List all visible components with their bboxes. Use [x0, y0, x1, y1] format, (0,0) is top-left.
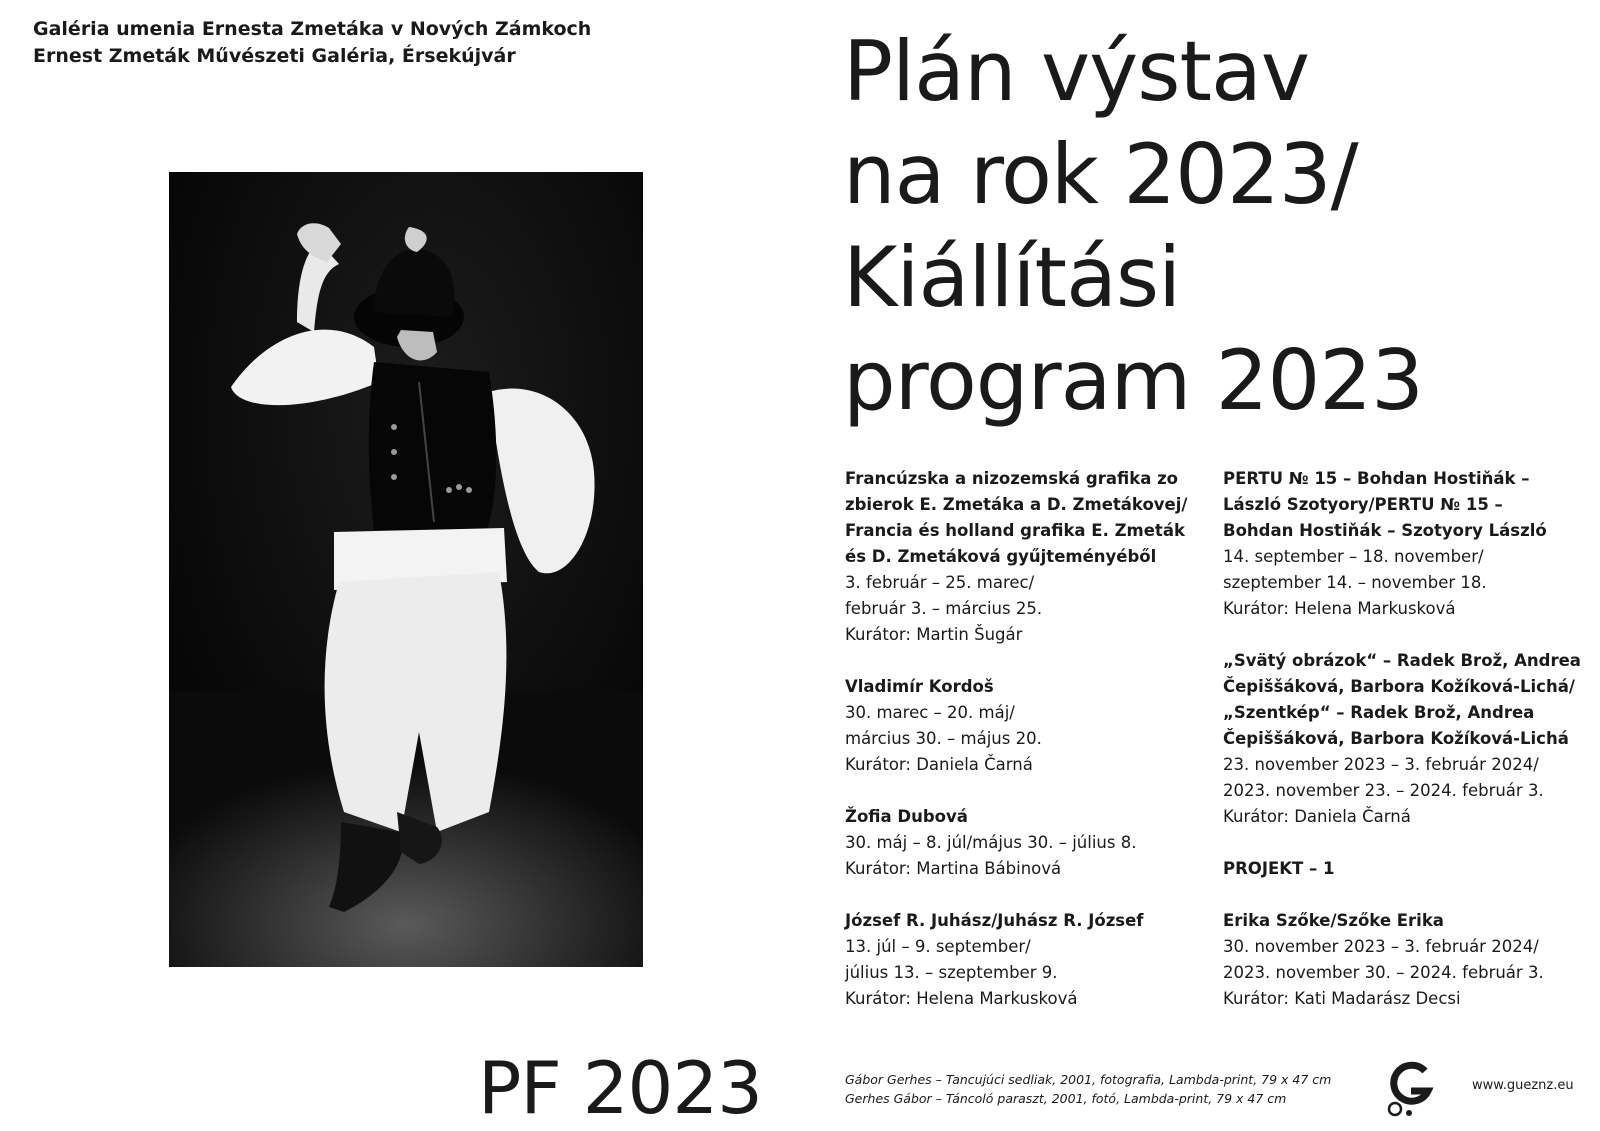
photo-credit-hu: Gerhes Gábor – Táncoló paraszt, 2001, fotó, Lambda-print, 79 x 47 cm — [845, 1091, 1287, 1106]
exhibition-title: László Szotyory/PERTU № 15 – — [1223, 495, 1503, 514]
exhibition-entry — [1223, 648, 1598, 830]
photo-credit-sk: Gábor Gerhes – Tancujúci sedliak, 2001, fotografia, Lambda-print, 79 x 47 cm — [845, 1072, 1332, 1087]
exhibition-entry — [1223, 466, 1598, 622]
exhibition-dates: március 30. – május 20. — [845, 729, 1042, 748]
exhibition-dates: 2023. november 30. – 2024. február 3. — [1223, 963, 1544, 982]
exhibition-title: PERTU № 15 – Bohdan Hostiňák – — [1223, 469, 1530, 488]
page-title — [843, 20, 1423, 432]
exhibition-entry — [845, 908, 1210, 1012]
exhibition-dates: február 3. – március 25. — [845, 599, 1043, 618]
exhibition-title: „Svätý obrázok“ – Radek Brož, Andrea — [1223, 651, 1581, 670]
exhibition-curator: Kurátor: Helena Markusková — [845, 989, 1078, 1008]
exhibition-title: zbierok E. Zmetáka a D. Zmetákovej/ — [845, 495, 1188, 514]
exhibition-entry — [1223, 856, 1598, 882]
pf-greeting: PF 2023 — [478, 1046, 762, 1130]
exhibition-title: József R. Juhász/Juhász R. József — [845, 911, 1144, 930]
exhibition-curator: Kurátor: Daniela Čarná — [1223, 807, 1411, 826]
exhibitions-left-column — [845, 466, 1210, 1038]
exhibition-title: Francia és holland grafika E. Zmeták — [845, 521, 1185, 540]
exhibition-title: Žofia Dubová — [845, 807, 968, 826]
title-line-3: Kiállítási — [843, 229, 1181, 326]
exhibition-curator: Kurátor: Helena Markusková — [1223, 599, 1456, 618]
exhibition-entry — [845, 804, 1210, 882]
exhibition-dates: 30. máj – 8. júl/május 30. – július 8. — [845, 833, 1137, 852]
exhibition-dates: 3. február – 25. marec/ — [845, 573, 1035, 592]
gallery-name-sk: Galéria umenia Ernesta Zmetáka v Nových Zámkoch — [33, 18, 592, 40]
website-link[interactable]: www.gueznz.eu — [1472, 1078, 1574, 1093]
title-line-2: na rok 2023/ — [843, 126, 1358, 223]
gallery-name-hu: Ernest Zmeták Művészeti Galéria, Érsekújvár — [33, 45, 516, 67]
dancer-illustration — [169, 172, 643, 967]
exhibition-dates: 14. september – 18. november/ — [1223, 547, 1484, 566]
gallery-logo-icon — [1385, 1057, 1435, 1121]
exhibition-dates: 30. marec – 20. máj/ — [845, 703, 1015, 722]
exhibition-dates: 23. november 2023 – 3. február 2024/ — [1223, 755, 1539, 774]
title-line-1: Plán výstav — [843, 23, 1309, 120]
exhibition-curator: Kurátor: Martina Bábinová — [845, 859, 1062, 878]
exhibition-title: és D. Zmetáková gyűjteményéből — [845, 547, 1157, 566]
exhibition-dates: 2023. november 23. – 2024. február 3. — [1223, 781, 1544, 800]
exhibition-title: Bohdan Hostiňák – Szotyory László — [1223, 521, 1547, 540]
photo-credit — [845, 1070, 1331, 1108]
exhibition-dates: július 13. – szeptember 9. — [845, 963, 1058, 982]
dancer-photo — [169, 172, 643, 967]
exhibition-dates: 30. november 2023 – 3. február 2024/ — [1223, 937, 1539, 956]
exhibition-title: Francúzska a nizozemská grafika zo — [845, 469, 1179, 488]
exhibition-title: PROJEKT – 1 — [1223, 859, 1335, 878]
title-line-4: program 2023 — [843, 332, 1423, 429]
exhibition-title: Čepiššáková, Barbora Kožíková-Lichá — [1223, 729, 1569, 748]
exhibitions-right-column — [1223, 466, 1598, 1038]
exhibition-dates: szeptember 14. – november 18. — [1223, 573, 1487, 592]
exhibition-curator: Kurátor: Kati Madarász Decsi — [1223, 989, 1461, 1008]
exhibition-title: Erika Szőke/Szőke Erika — [1223, 911, 1444, 930]
exhibition-entry — [1223, 908, 1598, 1012]
exhibition-entry — [845, 466, 1210, 648]
exhibition-entry — [845, 674, 1210, 778]
exhibition-title: Čepiššáková, Barbora Kožíková-Lichá/ — [1223, 677, 1575, 696]
exhibition-title: Vladimír Kordoš — [845, 677, 994, 696]
exhibition-title: „Szentkép“ – Radek Brož, Andrea — [1223, 703, 1535, 722]
gallery-header — [33, 16, 591, 70]
exhibition-curator: Kurátor: Martin Šugár — [845, 625, 1023, 644]
exhibition-dates: 13. júl – 9. september/ — [845, 937, 1031, 956]
exhibition-curator: Kurátor: Daniela Čarná — [845, 755, 1033, 774]
